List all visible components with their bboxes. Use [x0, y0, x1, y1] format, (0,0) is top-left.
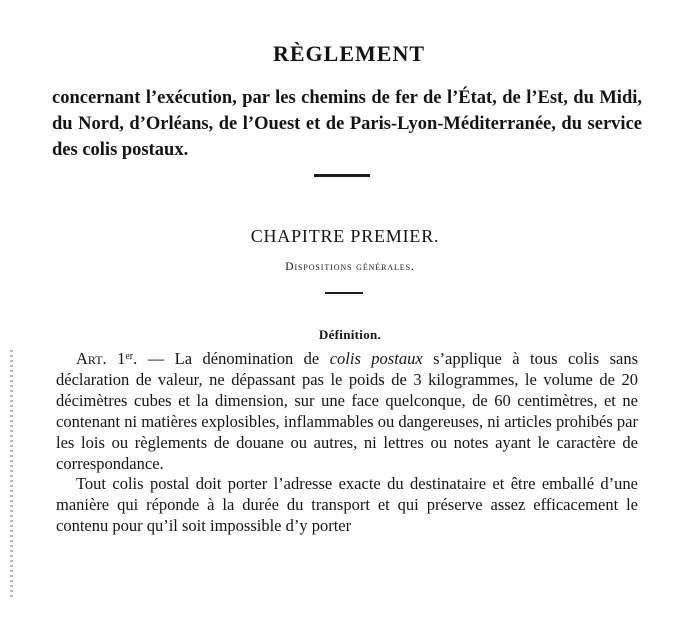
article-text-rest: s’applique à tous colis sans déclaration de valeur, ne dépassant pas le poids de 3 kilogrammes, le volume de 20 décimètres cubes et la dimension, sur une face quelconque, de 60 centimètres, et ne contenant ni matières explosibles, inflammables ou dangereuses, ni articles prohibés par les lois ou règlements de douane ou autres, ni lettres ou notes ayant le caractère de correspondance. [56, 349, 638, 473]
body-text [56, 349, 638, 537]
page-binding-edge [10, 350, 13, 600]
article-dash: . — [133, 349, 175, 368]
article-text-start: La dénomination de [174, 349, 330, 368]
article-heading: Définition. [318, 327, 382, 342]
section-title: Dispositions générales. [285, 261, 415, 273]
article-label: Art. [76, 349, 107, 368]
separator-rule [314, 174, 370, 177]
paragraph-2: Tout colis postal doit porter l’adresse exacte du destinataire et être emballé d’une manière qui réponde à la durée du transport et qui préserve assez efficacement le contenu pour qu’il soit impossible d’y porter [56, 474, 638, 536]
document-subtitle: concernant l’exécution, par les chemins de fer de l’État, de l’Est, du Midi, du Nord, d’Orléans, de l’Ouest et de Paris-Lyon-Méditerranée, du service des colis postaux. [52, 88, 642, 160]
article-number: 1er [117, 349, 134, 368]
document-title: RÈGLEMENT [272, 41, 426, 66]
section-separator-rule [325, 292, 363, 294]
chapter-title: CHAPITRE PREMIER. [250, 226, 440, 246]
article-emphasis: colis postaux [329, 349, 423, 368]
article-paragraph [56, 349, 638, 474]
